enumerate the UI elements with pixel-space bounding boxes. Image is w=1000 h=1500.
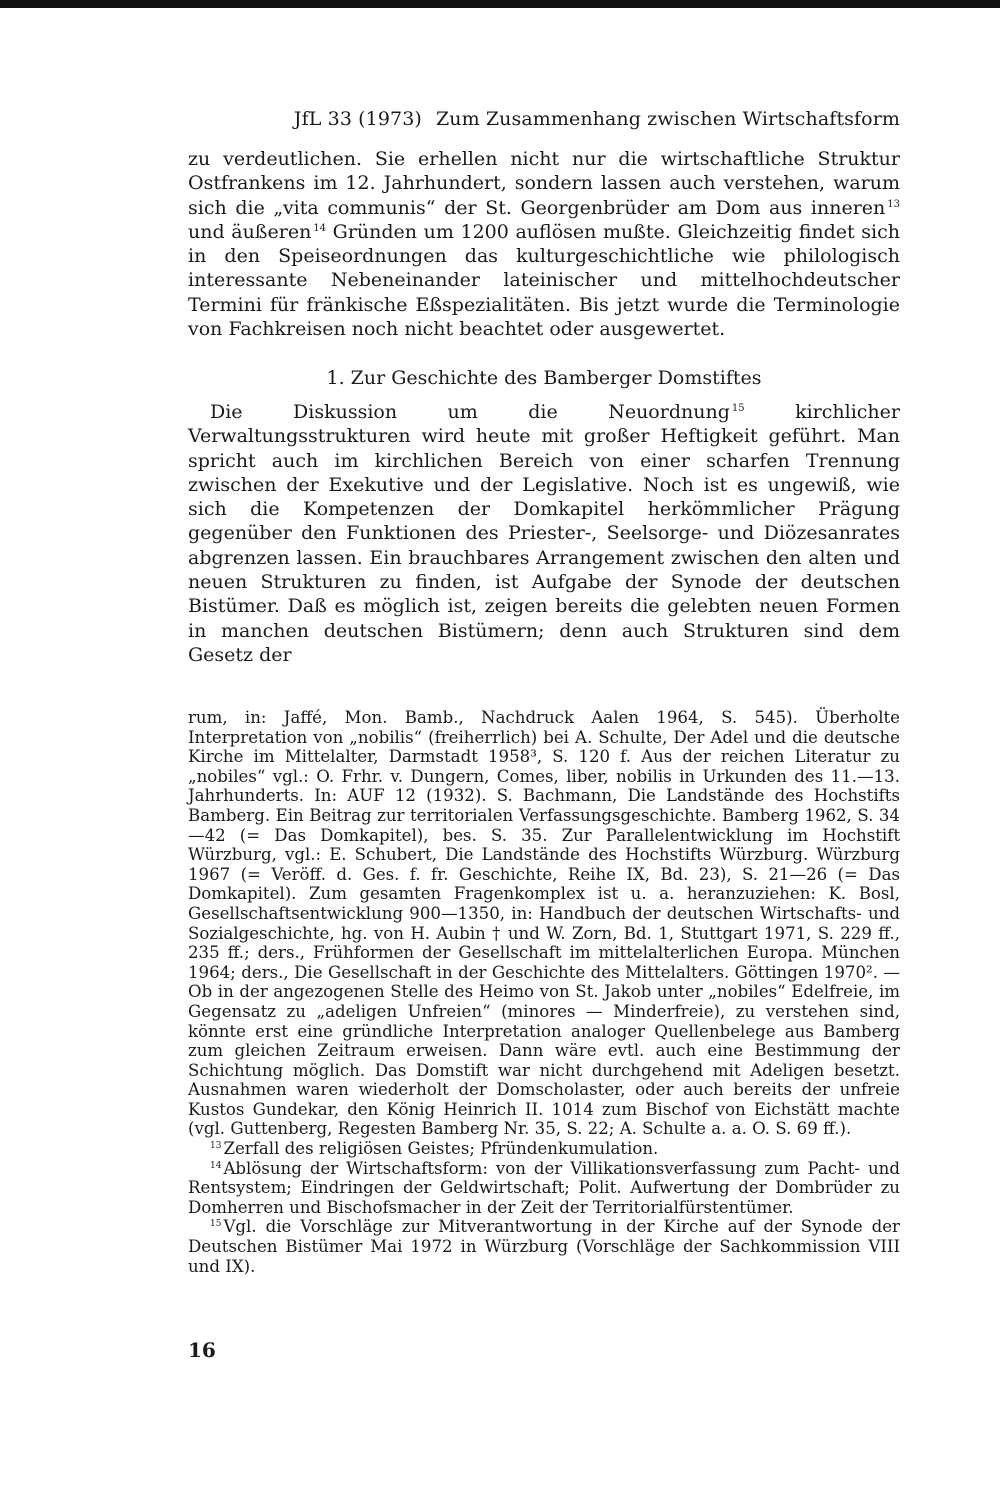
footnote-text: Zerfall des religiösen Geistes; Pfründenkumulation.: [223, 1139, 659, 1159]
footnote-13: [188, 1139, 900, 1159]
footnote-text: Ablösung der Wirtschaftsform: von der Villikationsverfassung zum Pacht- und Rentsystem; Eindringen der Geldwirtschaft; Polit. Aufwertung der Dombrüder zu Domherren und Bischofsmacher in der Zeit der Territorialfürstentümer.: [188, 1158, 900, 1217]
footnote-14: [188, 1159, 900, 1218]
footnote-text: Vgl. die Vorschläge zur Mitverantwortung in der Kirche auf der Synode der Deutschen Bistümer Mai 1972 in Würzburg (Vorschläge der Sachkommission VIII und IX).: [188, 1217, 900, 1276]
scan-top-edge: [0, 0, 1000, 8]
section-heading: 1. Zur Geschichte des Bamberger Domstiftes: [326, 367, 762, 389]
page-number: 16: [188, 1338, 216, 1362]
footnotes: [188, 708, 900, 1276]
paragraph-text: Die Diskussion um die Neuordnung: [210, 401, 730, 423]
running-head: [188, 106, 900, 132]
paragraph-text: kirchlicher Verwaltungsstrukturen wird heute mit großer Heftigkeit geführt. Man spricht auch im kirchlichen Bereich von einer scharfen Trennung zwischen der Exekutive und der Legislative. Noch ist es ungewiß, wie sich die Kompetenzen der Domkapitel herkömmlicher Prägung gegenüber den Funktionen des Priester-, Seelsorge- und Diözesanrates abgrenzen lassen. Ein brauchbares Arrangement zwischen den alten und neuen Strukturen zu finden, ist Aufgabe der Synode der deutschen Bistümer. Daß es möglich ist, zeigen bereits die gelebten neuen Formen in manchen deutschen Bistümern; denn auch Strukturen sind dem Gesetz der: [188, 401, 900, 666]
footnote-number: 14: [210, 1160, 222, 1171]
footnote-15: [188, 1217, 900, 1276]
section-paragraph: [188, 400, 900, 667]
paragraph-text: Gründen um 1200 auflösen mußte. Gleichzeitig findet sich in den Speiseordnungen das kulturgeschichtliche wie philologisch interessante Nebeneinander lateinischer und mittelhochdeutscher Termini für fränkische Eßspezialitäten. Bis jetzt wurde die Terminologie von Fachkreisen noch nicht beachtet oder ausgewertet.: [188, 220, 900, 341]
paragraph-text: und äußeren: [188, 220, 312, 243]
footnote-continuation: rum, in: Jaffé, Mon. Bamb., Nachdruck Aalen 1964, S. 545). Überholte Interpretation von „nobilis“ (freiherrlich) bei A. Schulte, Der Adel und die deutsche Kirche im Mittelalter, Darmstadt 1958³, S. 120 f. Aus der reichen Literatur zu „nobiles“ vgl.: O. Frhr. v. Dungern, Comes, liber, nobilis in Urkunden des 11.—13. Jahrhunderts. In: AUF 12 (1932). S. Bachmann, Die Landstände des Hochstifts Bamberg. Ein Beitrag zur territorialen Verfassungsgeschichte. Bamberg 1962, S. 34—42 (= Das Domkapitel), bes. S. 35. Zur Parallelentwicklung im Hochstift Würzburg, vgl.: E. Schubert, Die Landstände des Hochstifts Würzburg. Würzburg 1967 (= Veröff. d. Ges. f. fr. Geschichte, Reihe IX, Bd. 23), S. 21—26 (= Das Domkapitel). Zum gesamten Fragenkomplex ist u. a. heranzuziehen: K. Bosl, Gesellschaftsentwicklung 900—1350, in: Handbuch der deutschen Wirtschafts- und Sozialgeschichte, hg. von H. Aubin † und W. Zorn, Bd. 1, Stuttgart 1971, S. 229 ff., 235 ff.; ders., Frühformen der Gesellschaft im mittelalterlichen Europa. München 1964; ders., Die Gesellschaft in der Geschichte des Mittelalters. Göttingen 1970². — Ob in der angezogenen Stelle des Heimo von St. Jakob unter „nobiles“ Edelfreie, im Gegensatz zu „adeligen Unfreien“ (minores — Minderfreie), zu verstehen sind, könnte erst eine gründliche Interpretation analoger Quellenbelege aus Bamberg zum gleichen Zeitraum erweisen. Dann wäre evtl. auch eine Bestimmung der Schichtung möglich. Das Domstift war nicht durchgehend mit Adeligen besetzt. Ausnahmen waren wiederholt der Domscholaster, oder auch bereits der unfreie Kustos Gundekar, den König Heinrich II. 1014 zum Bischof von Eichstätt machte (vgl. Guttenberg, Regesten Bamberg Nr. 35, S. 22; A. Schulte a. a. O. S. 69 ff.).: [188, 708, 900, 1139]
journal-citation: JfL 33 (1973): [293, 108, 422, 130]
footnote-ref-13: 13: [887, 198, 900, 210]
footnote-number: 13: [210, 1141, 222, 1152]
paragraph-continuation: [188, 147, 900, 341]
footnote-ref-15: 15: [731, 403, 745, 414]
footnote-number: 15: [210, 1219, 222, 1230]
footnote-ref-14: 14: [313, 222, 327, 234]
running-title: Zum Zusammenhang zwischen Wirtschaftsform: [435, 108, 900, 130]
paragraph-text: zu verdeutlichen. Sie erhellen nicht nur die wirtschaftliche Struktur Ostfrankens im 12. Jahrhundert, sondern lassen auch verstehen, warum sich die „vita communis“ der St. Georgenbrüder am Dom aus inneren: [188, 148, 900, 219]
